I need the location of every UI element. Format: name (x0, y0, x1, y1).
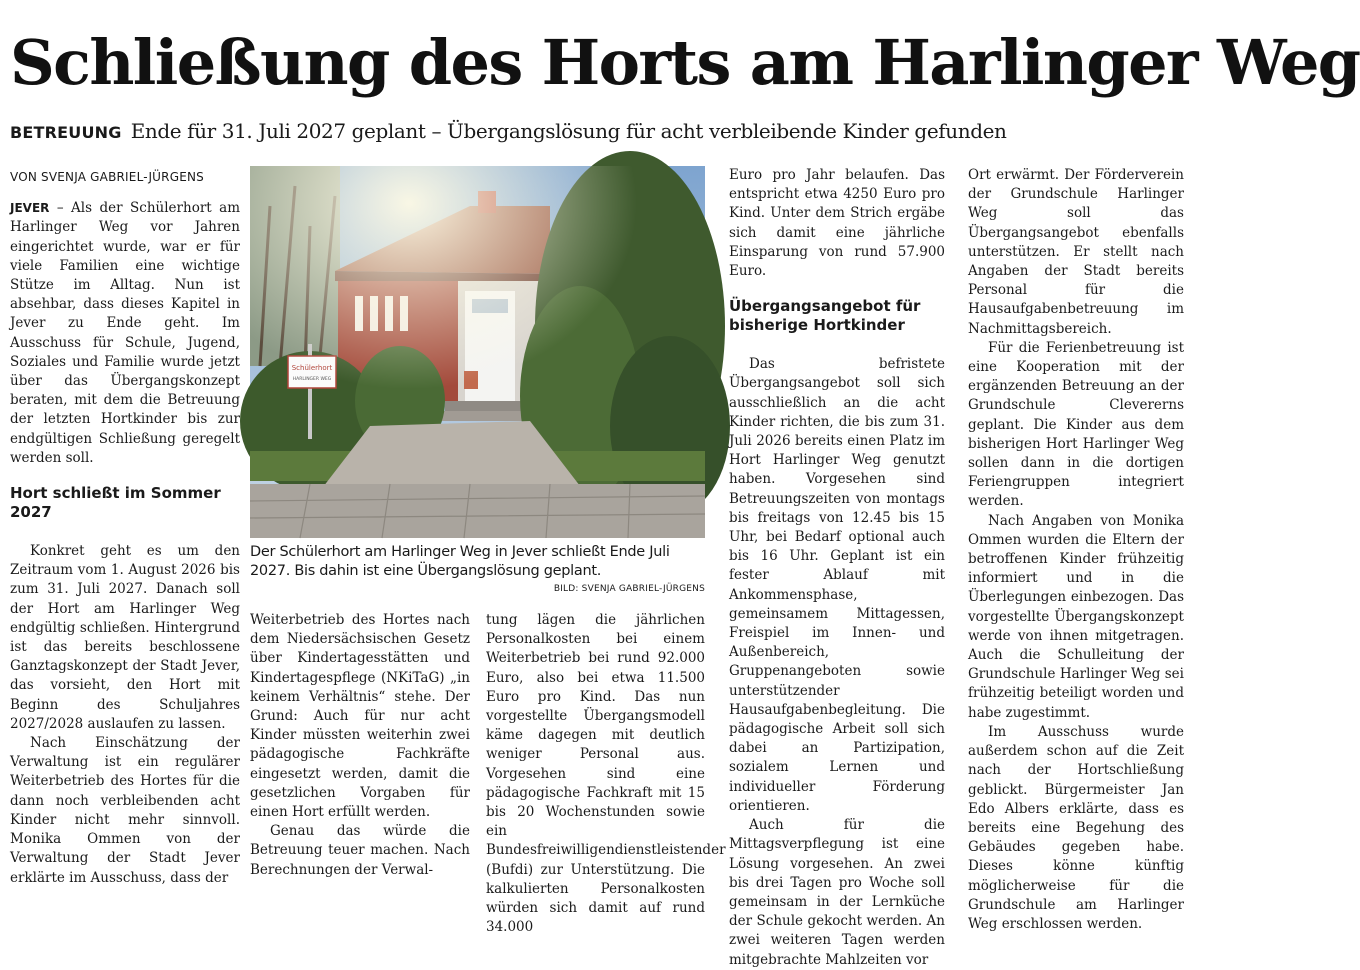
subline (10, 118, 1190, 146)
article-column-2 (250, 611, 470, 908)
paragraph: Für die Ferienbetreuung ist eine Kooperation mit der ergänzenden Betreuung an der Grundschule Clevererns geplant. Die Kinder aus dem bisherigen Hort Harlinger Weg sollen dann in die dortigen Feriengruppen integriert werden. (968, 339, 1184, 510)
photo-caption: Der Schülerhort am Harlinger Weg in Jever schließt Ende Juli 2027. Bis dahin ist eine Übergangslösung geplant. (250, 544, 670, 579)
subhead-hort-schliesst: Hort schließt im Sommer 2027 (10, 484, 221, 522)
paragraph: Im Ausschuss wurde außerdem schon auf die Zeit nach der Hortschließung geblickt. Bürgermeister Jan Edo Albers erklärte, dass es bereits eine Begehung des Gebäudes gegeben habe. Dieses könne künftig möglicherweise für die Grundschule am Harlinger Weg erschlossen werden. (968, 723, 1184, 932)
paragraph: Konkret geht es um den Zeitraum vom 1. August 2026 bis zum 31. Juli 2027. Danach soll der Hort am Harlinger Weg endgültig schließen. Hintergrund ist das bereits beschlossene Ganztagskonzept der Stadt Jever, das vorsieht, den Hort mit Beginn des Schuljahres 2027/2028 auslaufen zu lassen. (10, 543, 240, 732)
paragraph: Nach Einschätzung der Verwaltung ist ein regulärer Weiterbetrieb des Hortes für die dann noch verbleibenden acht Kinder nicht mehr sinnvoll. Monika Ommen von der Verwaltung der Stadt Jever erklärte im Ausschuss, dass der (10, 735, 240, 886)
paragraph: Weiterbetrieb des Hortes nach dem Niedersächsischen Gesetz über Kindertagesstätten und Kindertagespflege (NKiTaG) „in keinem Verhältnis“ stehe. Der Grund: Auch für nur acht Kinder müssten weiterhin zwei pädagogische Fachkräfte eingesetzt werden, damit die gesetzlichen Vorgaben für einen Hort erfüllt werden. (250, 612, 470, 821)
article-column-1 (10, 168, 240, 908)
photo-credit: BILD: SVENJA GABRIEL-JÜRGENS (553, 584, 705, 594)
paragraph: Das befristete Übergangsangebot soll sich ausschließlich an die acht Kinder richten, die bis zum 31. Juli 2026 bereits einen Platz im Hort Harlinger Weg genutzt haben. Vorgesehen sind Betreuungszeiten von montags bis freitags von 12.45 bis 15 Uhr, bei Bedarf optional auch bis 16 Uhr. Geplant ist ein fester Ablauf mit Ankommensphase, gemeinsamem Mittagessen, Freispiel im Innen- und Außenbereich, Gruppenangeboten sowie unterstützender Hausaufgabenbegleitung. Die pädagogische Arbeit soll sich dabei an Partizipation, sozialem Lernen und individueller Förderung orientieren. (729, 356, 945, 814)
paragraph: Genau das würde die Betreuung teuer machen. Nach Berechnungen der Verwal- (250, 823, 470, 878)
intro-text: – Als der Schülerhort am Harlinger Weg vor Jahren eingerichtet wurde, war er für viele Familien eine wichtige Stütze im Alltag. Nun ist absehbar, dass dieses Kapitel in Jever zu Ende geht. Im Ausschuss für Schule, Jugend, Soziales und Familie wurde jetzt über das Übergangskonzept beraten, mit dem die Betreuung der letzten Hortkinder bis zur endgültigen Schließung geregelt werden soll. (10, 200, 240, 466)
paragraph: Nach Angaben von Monika Ommen wurden die Eltern der betroffenen Kinder frühzeitig informiert und in die Überlegungen einbezogen. Das vorgestellte Übergangskonzept werde von ihnen mitgetragen. Auch die Schulleitung der Grundschule Harlinger Weg sei frühzeitig beteiligt worden und habe zugestimmt. (968, 512, 1184, 721)
dateline: JEVER (10, 201, 50, 216)
kicker: BETREUUNG (10, 123, 122, 142)
headline: Schließung des Horts am Harlinger Weg (10, 26, 1360, 99)
subhead-uebergangsangebot: Übergangsangebot für bisherige Hortkinder (729, 297, 921, 335)
byline: VON SVENJA GABRIEL-JÜRGENS (10, 170, 204, 184)
intro-paragraph (10, 199, 240, 468)
subtitle: Ende für 31. Juli 2027 geplant – Übergangslösung für acht verbleibende Kinder gefunden (130, 119, 1007, 143)
paragraph: Ort erwärmt. Der Förderverein der Grundschule Harlinger Weg soll das Übergangsangebot ebenfalls unterstützen. Er stellt nach Angaben der Stadt bereits Personal für die Hausaufgabenbetreuung im Nachmittagsbereich. (968, 167, 1184, 337)
paragraph: Auch für die Mittagsverpflegung ist eine Lösung vorgesehen. An zwei bis drei Tagen pro Woche soll gemeinsam in der Lernküche der Schule gekocht werden. An zwei weiteren Tagen werden mitgebrachte Mahlzeiten vor (729, 817, 945, 968)
article-column-4 (729, 166, 945, 968)
paragraph: tung lägen die jährlichen Personalkosten bei einem Weiterbetrieb bei rund 92.000 Euro, also bei etwa 11.500 Euro pro Kind. Das nun vorgestellte Übergangsmodell käme dagegen mit deutlich weniger Personal aus. Vorgesehen sind eine pädagogische Fachkraft mit 15 bis 20 Wochenstunden sowie ein Bundesfreiwilligendienstleistender (Bufdi) zur Unterstützung. Die kalkulierten Personalkosten würden sich damit auf rund 34.000 (486, 612, 726, 936)
article-column-5 (968, 166, 1184, 932)
school-building-photo (250, 166, 705, 538)
paragraph: Euro pro Jahr belaufen. Das entspricht etwa 4250 Euro pro Kind. Unter dem Strich ergäbe sich damit eine jährliche Einsparung von rund 57.900 Euro. (729, 167, 945, 280)
article-column-3 (486, 611, 726, 936)
article-photo (250, 166, 705, 538)
